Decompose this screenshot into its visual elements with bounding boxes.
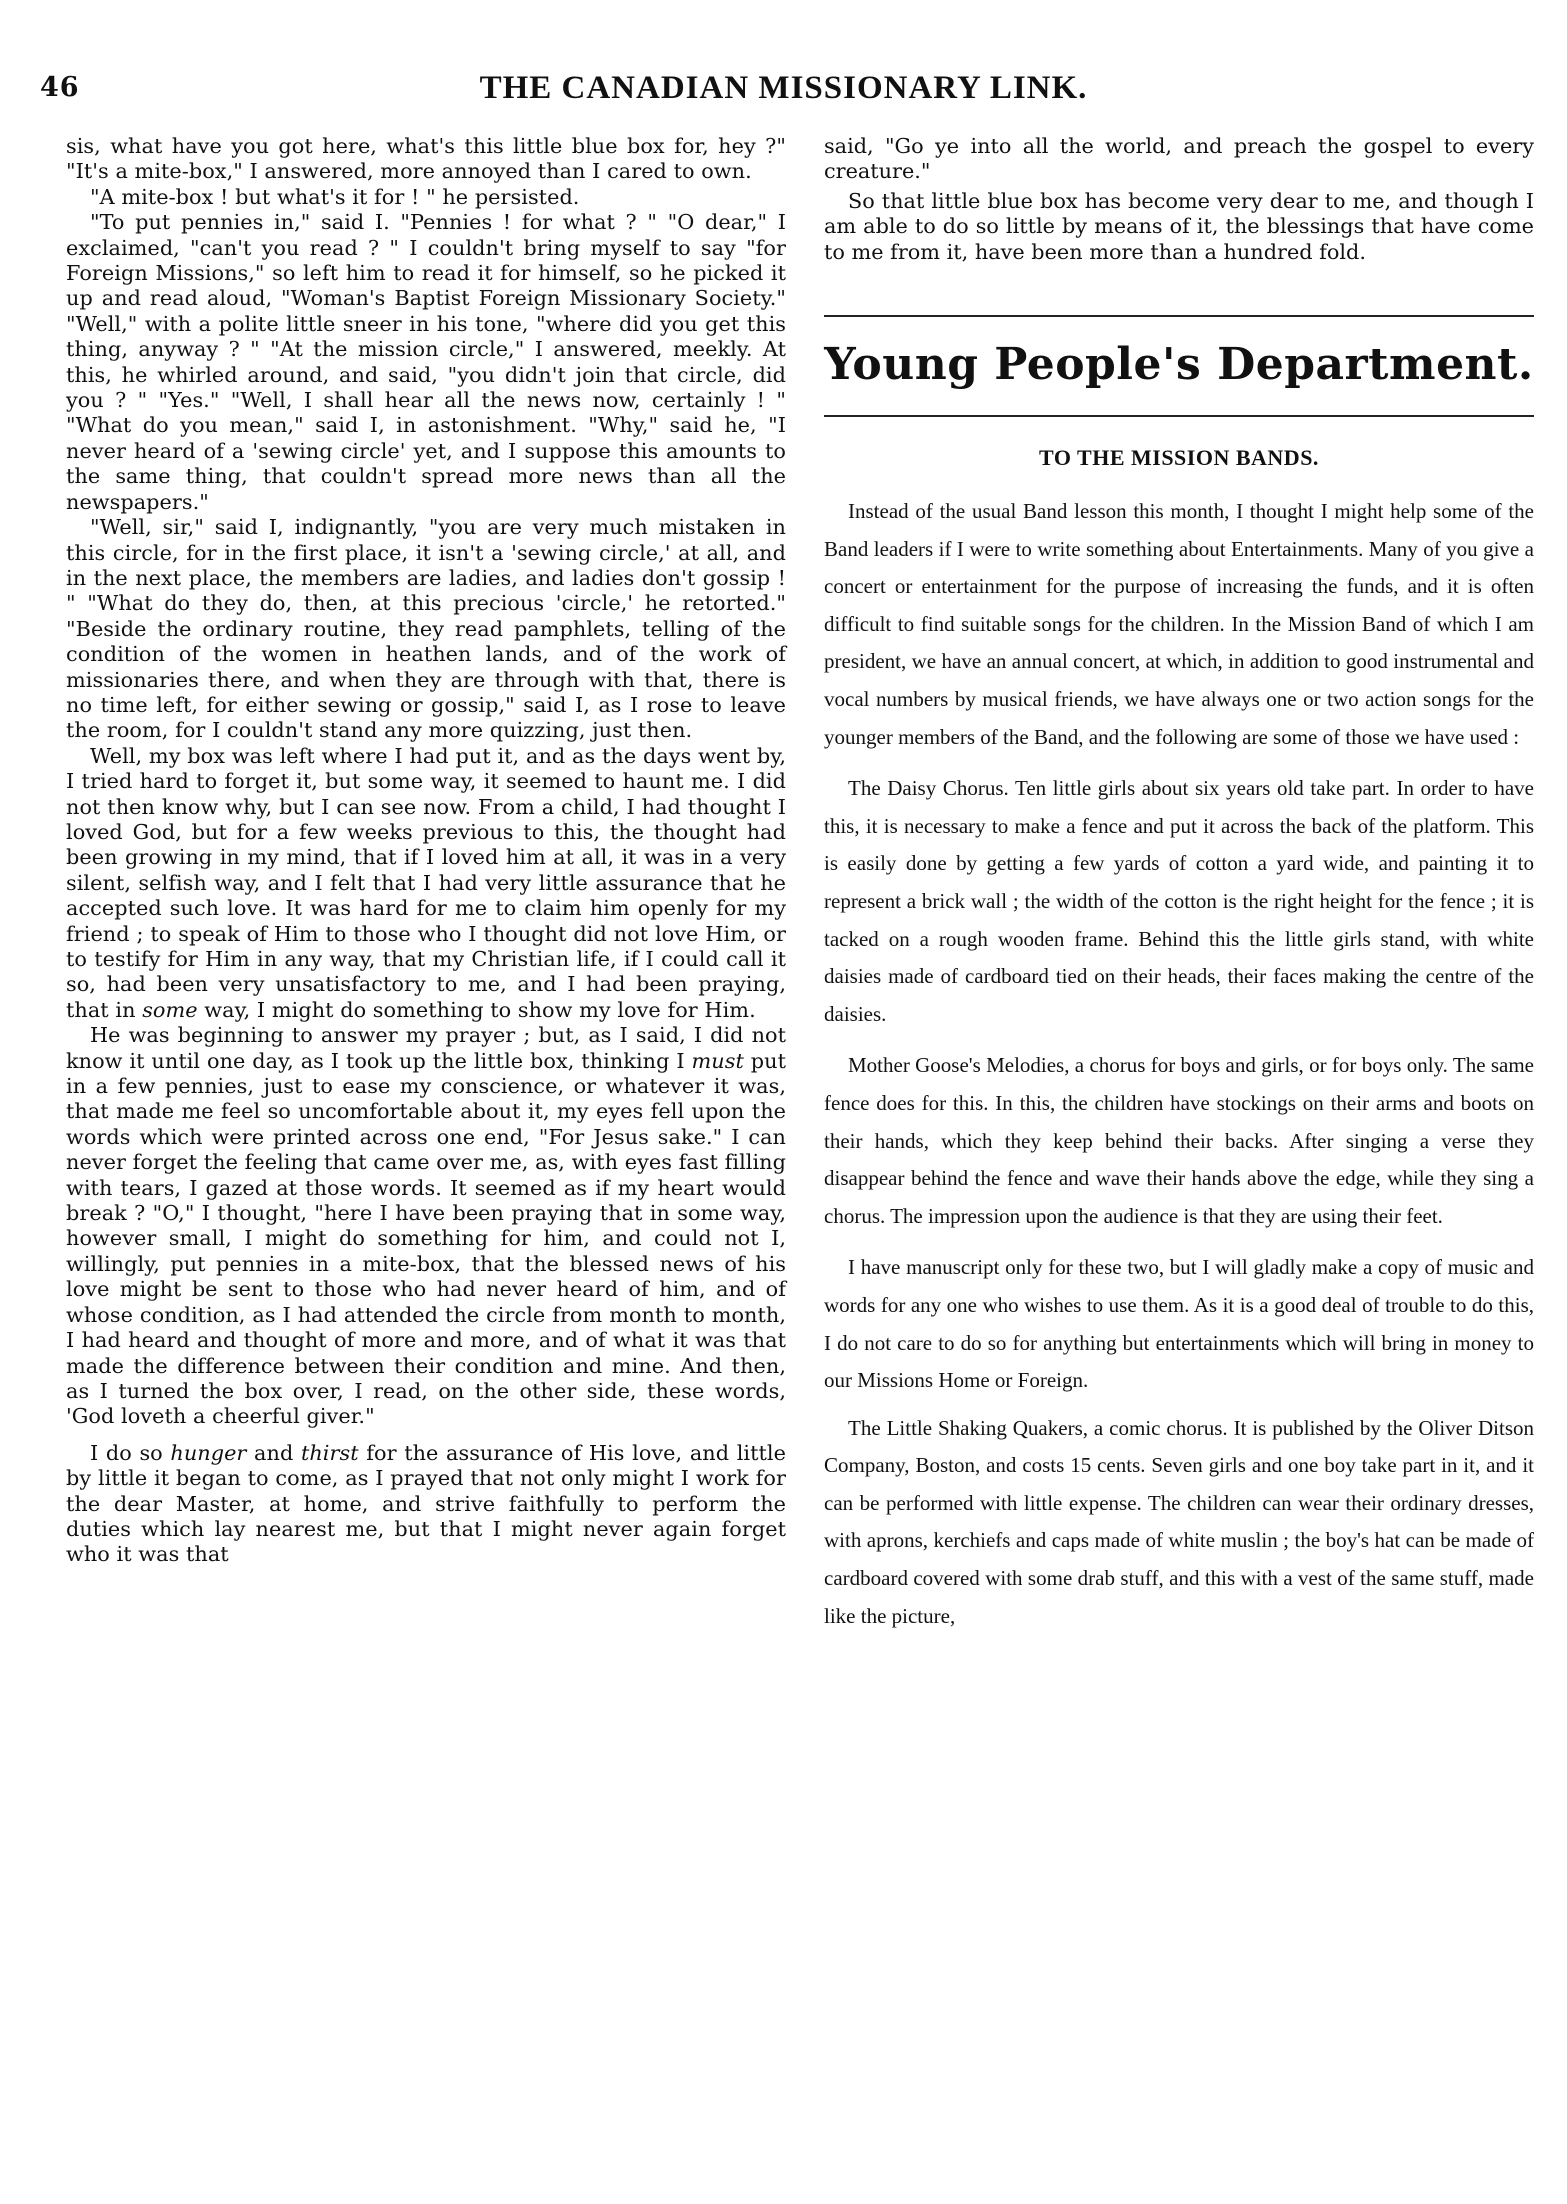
right-paragraph-5: The Little Shaking Quakers, a comic chorus. It is published by the Oliver Ditson Company, Boston, and costs 15 cents. Seven girls and one boy take part in it, and it can be performed with little expense. The children can wear their ordinary dresses, with aprons, kerchiefs and caps made of white muslin ; the boy's hat can be made of cardboard covered with some drab stuff, and this with a vest of the same stuff, made like the picture,	[824, 1415, 1534, 1628]
left-paragraph-1: sis, what have you got here, what's this little blue box for, hey ?" "It's a mite-box," I answered, more annoyed than I cared to own.	[66, 134, 786, 184]
left-p7-italic-a: hunger	[170, 1440, 247, 1465]
left-paragraph-3: "To put pennies in," said I. "Pennies ! for what ? " "O dear," I exclaimed, "can't you read ? " I couldn't bring myself to say "for Foreign Missions," so left him to read it for himself, so he picked it up and read aloud, "Woman's Baptist Foreign Missionary Society." "Well," with a polite little sneer in his tone, "where did you get this thing, anyway ? " "At the mission circle," I answered, meekly. At this, he whirled around, and said, "you didn't join that circle, did you ? " "Yes." "Well, I shall hear all the news now, certainly ! " "What do you mean," said I, in astonishment. "Why," said he, "I never heard of a 'sewing circle' yet, and I suppose this amounts to the same thing, that couldn't spread more news than all the newspapers."	[66, 210, 786, 514]
right-paragraph-1: Instead of the usual Band lesson this month, I thought I might help some of the Band leaders if I were to write something about Entertainments. Many of you give a concert or entertainment for the purpose of increasing the funds, and it is often difficult to find suitable songs for the children. In the Mission Band of which I am president, we have an annual concert, at which, in addition to good instrumental and vocal numbers by musical friends, we have always one or two action songs for the younger members of the Band, and the following are some of those we have used :	[824, 499, 1534, 749]
left-p5-tail: way, I might do something to show my love for Him.	[197, 997, 756, 1022]
right-paragraph-3: Mother Goose's Melodies, a chorus for boys and girls, or for boys only. The same fence does for this. In this, the children have stockings on their arms and boots on their hands, which they keep behind their backs. After singing a verse they disappear behind the fence and wave their hands above the edge, while they sing a chorus. The impression upon the audience is that they are using their feet.	[824, 1053, 1534, 1228]
left-p5-text: Well, my box was left where I had put it, and as the days went by, I tried hard to forget it, but some way, it seemed to haunt me. I did not then know why, but I can see now. From a child, I had thought I loved God, but for a few weeks previous to this, the thought had been growing in my mind, that if I loved him at all, it was in a very silent, selfish way, and I felt that I had very little assurance that he accepted such love. It was hard for me to claim him openly for my friend ; to speak of Him to those who I thought did not love Him, or to testify for Him in any way, that my Christian life, if I could call it so, had been very unsatisfactory to me, and I had been praying, that in	[66, 743, 786, 1022]
running-title: THE CANADIAN MISSIONARY LINK.	[479, 70, 1088, 106]
divider-rule-top	[824, 315, 1534, 317]
left-paragraph-2: "A mite-box ! but what's it for ! " he persisted.	[90, 184, 580, 209]
right-paragraph-2: The Daisy Chorus. Ten little girls about six years old take part. In order to have this, it is necessary to make a fence and put it across the back of the platform. This is easily done by getting a few yards of cotton a yard wide, and painting it to represent a brick wall ; the width of the cotton is the right height for the fence ; it is tacked on a rough wooden frame. Behind this the little girls stand, with white daisies made of cardboard tied on their heads, their faces making the centre of the daisies.	[824, 776, 1534, 1026]
left-paragraph-7	[66, 1441, 786, 1568]
page-number: 46	[40, 72, 80, 103]
left-p5-italic: some	[142, 997, 198, 1022]
left-paragraph-4: "Well, sir," said I, indignantly, "you are very much mistaken in this circle, for in the first place, it isn't a 'sewing circle,' at all, and in the next place, the members are ladies, and ladies don't gossip ! " "What do they do, then, at this precious 'circle,' he retorted." "Beside the ordinary routine, they read pamphlets, telling of the condition of the women in heathen lands, and of the work of missionaries there, and when they are through with that, there is no time left, for either sewing or gossip," said I, as I rose to leave the room, for I couldn't stand any more quizzing, just then.	[66, 515, 786, 743]
left-p6-italic: must	[691, 1048, 744, 1073]
right-body	[824, 493, 1534, 1635]
right-column	[824, 134, 1534, 1649]
left-p6-text: He was beginning to answer my prayer ; but, as I said, I did not know it until one day, as I took up the little box, thinking I	[66, 1023, 786, 1073]
left-p7-text: I do so	[90, 1440, 171, 1465]
divider-rule-bottom	[824, 415, 1534, 417]
right-lead-paragraph: said, "Go ye into all the world, and preach the gospel to every creature."	[824, 134, 1534, 184]
department-heading: Young People's Department.	[824, 339, 1534, 391]
left-p7-italic-b: thirst	[300, 1440, 359, 1465]
left-paragraph-6	[66, 1023, 786, 1430]
left-paragraph-5	[66, 744, 786, 1023]
left-column	[66, 134, 786, 1568]
right-paragraph-4: I have manuscript only for these two, but I will gladly make a copy of music and words for any one who wishes to use them. As it is a good deal of trouble to do this, I do not care to do so for anything but entertainments which will bring in money to our Missions Home or Foreign.	[824, 1255, 1534, 1393]
left-p6-tail: put in a few pennies, just to ease my conscience, or whatever it was, that made me feel so uncomfortable about it, my eyes fell upon the words which were printed across one end, "For Jesus sake." I can never forget the feeling that came over me, as, with eyes fast filling with tears, I gazed at those words. It seemed as if my heart would break ? "O," I thought, "here I have been praying that in some way, however small, I might do something for him, and could not I, willingly, put pennies in a mite-box, that the blessed news of his love might be sent to those who had never heard of him, and of whose condition, as I had attended the circle from month to month, I had heard and thought of more and more, and of what it was that made the difference between their condition and mine. And then, as I turned the box over, I read, on the other side, these words, 'God loveth a cheerful giver."	[66, 1048, 787, 1429]
section-heading: TO THE MISSION BANDS.	[1039, 445, 1319, 471]
left-p7-mid: and	[246, 1440, 301, 1465]
right-lead-paragraph-2: So that little blue box has become very dear to me, and though I am able to do so little by means of it, the blessings that have come to me from it, have been more than a hundred fold.	[824, 188, 1534, 264]
left-p7-tail: for the assurance of His love, and little by little it began to come, as I prayed that not only might I work for the dear Master, at home, and strive faithfully to perform the duties which lay nearest me, but that I might never again forget who it was that	[66, 1440, 786, 1567]
